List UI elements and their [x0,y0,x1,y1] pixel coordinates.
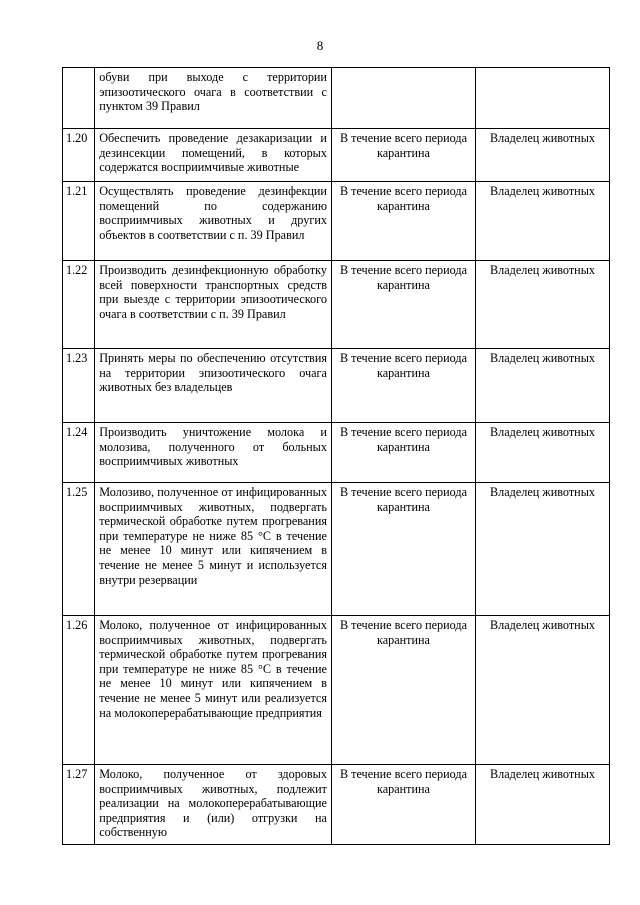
row-responsible: Владелец животных [476,483,610,616]
row-responsible: Владелец животных [476,129,610,182]
row-deadline: В течение всего периода карантина [331,423,475,483]
row-action: Производить уничтожение молока и молозива, полученного от больных восприимчивых животных [95,423,332,483]
measures-table [62,67,610,845]
row-number: 1.24 [63,423,95,483]
row-responsible: Владелец животных [476,616,610,765]
row-number: 1.21 [63,182,95,261]
row-action: Осуществлять проведение дезинфекции помещений по содержанию восприимчивых животных и других объектов в соответствии с п. 39 Правил [95,182,332,261]
row-number: 1.22 [63,261,95,349]
table-row [63,182,610,261]
table-row [63,349,610,423]
row-action: Принять меры по обеспечению отсутствия на территории эпизоотического очага животных без владельцев [95,349,332,423]
page-number: 8 [316,38,324,53]
row-deadline: В течение всего периода карантина [331,616,475,765]
table-row [63,765,610,845]
table-row [63,68,610,129]
row-responsible: Владелец животных [476,349,610,423]
row-action: Обеспечить проведение дезакаризации и дезинсекции помещений, в которых содержатся восприимчивые животные [95,129,332,182]
table-row [63,423,610,483]
table-row [63,129,610,182]
row-action: Молоко, полученное от здоровых восприимчивых животных, подлежит реализации на молокоперерабатывающие предприятия и (или) отгрузки на собственную [95,765,332,845]
row-deadline: В течение всего периода карантина [331,349,475,423]
row-deadline: В течение всего периода карантина [331,182,475,261]
row-deadline: В течение всего периода карантина [331,129,475,182]
table-row [63,483,610,616]
row-deadline [331,68,475,129]
row-responsible: Владелец животных [476,765,610,845]
row-deadline: В течение всего периода карантина [331,483,475,616]
row-action: обуви при выходе с территории эпизоотического очага в соответствии с пунктом 39 Правил [95,68,332,129]
row-number: 1.23 [63,349,95,423]
row-action: Молозиво, полученное от инфицированных восприимчивых животных, подвергать термической обработке путем прогревания при температуре не ниже 85 °С в течение не менее 10 минут или кипячением в течение не менее 5 минут и используется внутри резервации [95,483,332,616]
row-responsible: Владелец животных [476,182,610,261]
row-action: Производить дезинфекционную обработку всей поверхности транспортных средств при выезде с территории эпизоотического очага в соответствии с п. 39 Правил [95,261,332,349]
table-row [63,616,610,765]
row-number: 1.27 [63,765,95,845]
row-deadline: В течение всего периода карантина [331,765,475,845]
row-action: Молоко, полученное от инфицированных восприимчивых животных, подвергать термической обработке путем прогревания при температуре не ниже 85 °С в течение не менее 10 минут или кипячением в течение не менее 5 минут или реализуется на молокоперерабатывающие предприятия [95,616,332,765]
row-responsible: Владелец животных [476,261,610,349]
row-responsible: Владелец животных [476,423,610,483]
row-number: 1.20 [63,129,95,182]
row-deadline: В течение всего периода карантина [331,261,475,349]
table-row [63,261,610,349]
row-number [63,68,95,129]
row-responsible [476,68,610,129]
row-number: 1.25 [63,483,95,616]
row-number: 1.26 [63,616,95,765]
